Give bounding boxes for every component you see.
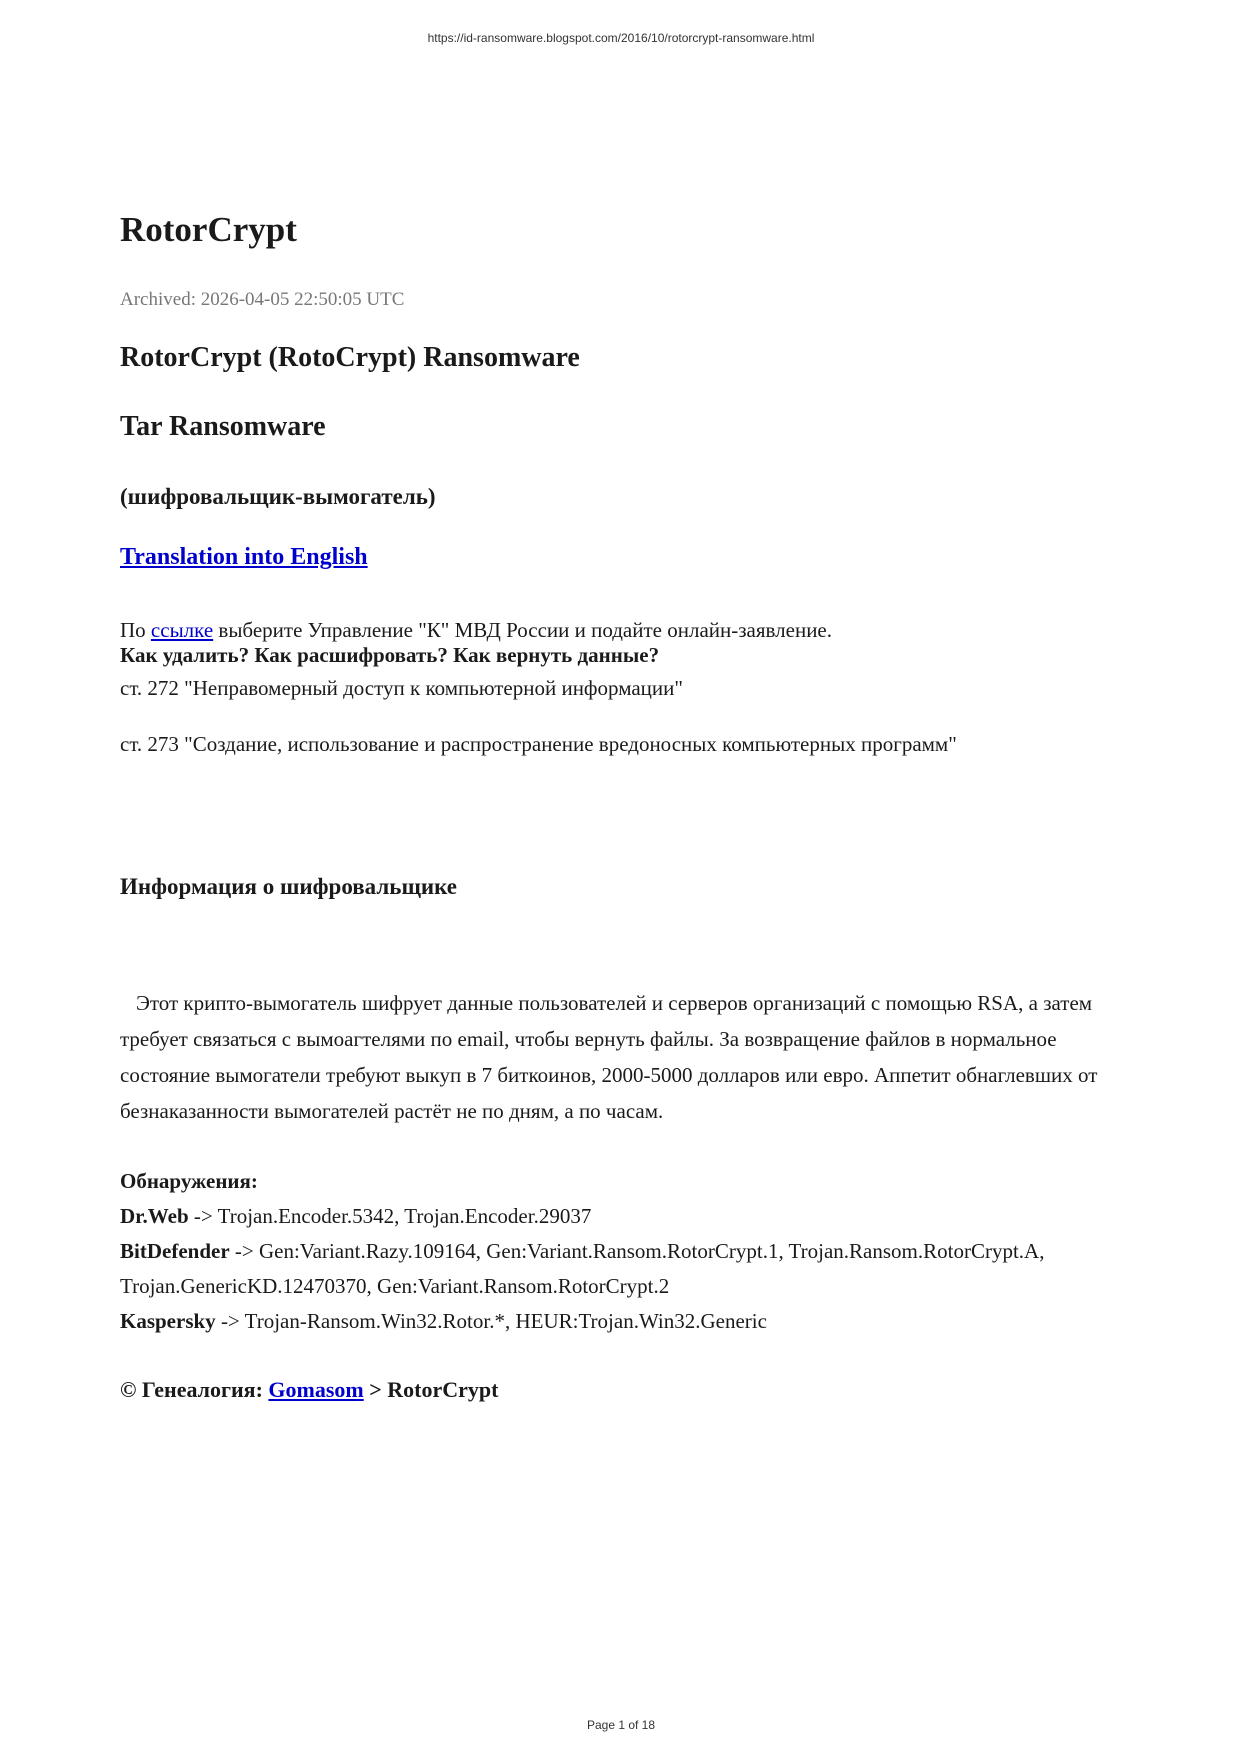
genealogy-suffix: > RotorCrypt — [363, 1377, 499, 1402]
translation-heading — [120, 545, 368, 569]
genealogy-prefix: © Генеалогия: — [120, 1377, 269, 1402]
detection-vendor-drweb: Dr.Web — [120, 1204, 189, 1228]
law-272-line: ст. 272 "Неправомерный доступ к компьютерной информации" — [120, 676, 683, 700]
detections-block — [120, 1164, 1130, 1339]
questions-heading: Как удалить? Как расшифровать? Как вернуть данные? — [120, 643, 660, 667]
detection-result-bitdefender: -> Gen:Variant.Razy.109164, Gen:Variant.Ransom.RotorCrypt.1, Trojan.Ransom.RotorCrypt.A, Trojan.GenericKD.12470370, Gen:Variant.Ransom.RotorCrypt.2 — [120, 1239, 1045, 1298]
detection-vendor-bitdefender: BitDefender — [120, 1239, 230, 1263]
translation-link[interactable]: Translation into English — [120, 544, 368, 570]
genealogy-link[interactable]: Gomasom — [268, 1377, 364, 1402]
archived-timestamp: Archived: 2026-04-05 22:50:05 UTC — [120, 289, 405, 310]
heading-main: RotorCrypt (RotoCrypt) Ransomware — [120, 342, 580, 373]
heading-subtitle: (шифровальщик-вымогатель) — [120, 484, 436, 509]
description-paragraph: Этот крипто-вымогатель шифрует данные пользователей и серверов организаций с помощью RSA, а затем требует связаться с вымоагтелями по email, чтобы вернуть файлы. За возвращение файлов в нормальное состояние вымогатели требуют выкуп в 7 биткоинов, 2000-5000 долларов или евро. Аппетит обнаглевших от безнаказанности вымогателей растёт не по дням, а по часам. — [120, 991, 1098, 1123]
page-number: Page 1 of 18 — [586, 1718, 656, 1732]
report-line — [120, 618, 832, 643]
info-heading: Информация о шифровальщике — [120, 874, 458, 899]
detections-label: Обнаружения: — [120, 1169, 258, 1193]
heading-tar: Tar Ransomware — [120, 411, 326, 442]
report-suffix: выберите Управление "К" МВД России и подайте онлайн-заявление. — [213, 618, 832, 642]
page-url-header: https://id-ransomware.blogspot.com/2016/10/rotorcrypt-ransomware.html — [427, 31, 815, 45]
page-title: RotorCrypt — [120, 210, 297, 249]
detection-result-drweb: -> Trojan.Encoder.5342, Trojan.Encoder.29037 — [188, 1204, 592, 1228]
detection-vendor-kaspersky: Kaspersky — [120, 1309, 216, 1333]
report-link[interactable]: ссылке — [150, 618, 214, 642]
genealogy-line — [120, 1377, 498, 1403]
detection-result-kaspersky: -> Trojan-Ransom.Win32.Rotor.*, HEUR:Trojan.Win32.Generic — [215, 1309, 767, 1333]
law-273-line: ст. 273 "Создание, использование и распространение вредоносных компьютерных программ" — [120, 732, 957, 756]
report-prefix: По — [120, 618, 151, 642]
